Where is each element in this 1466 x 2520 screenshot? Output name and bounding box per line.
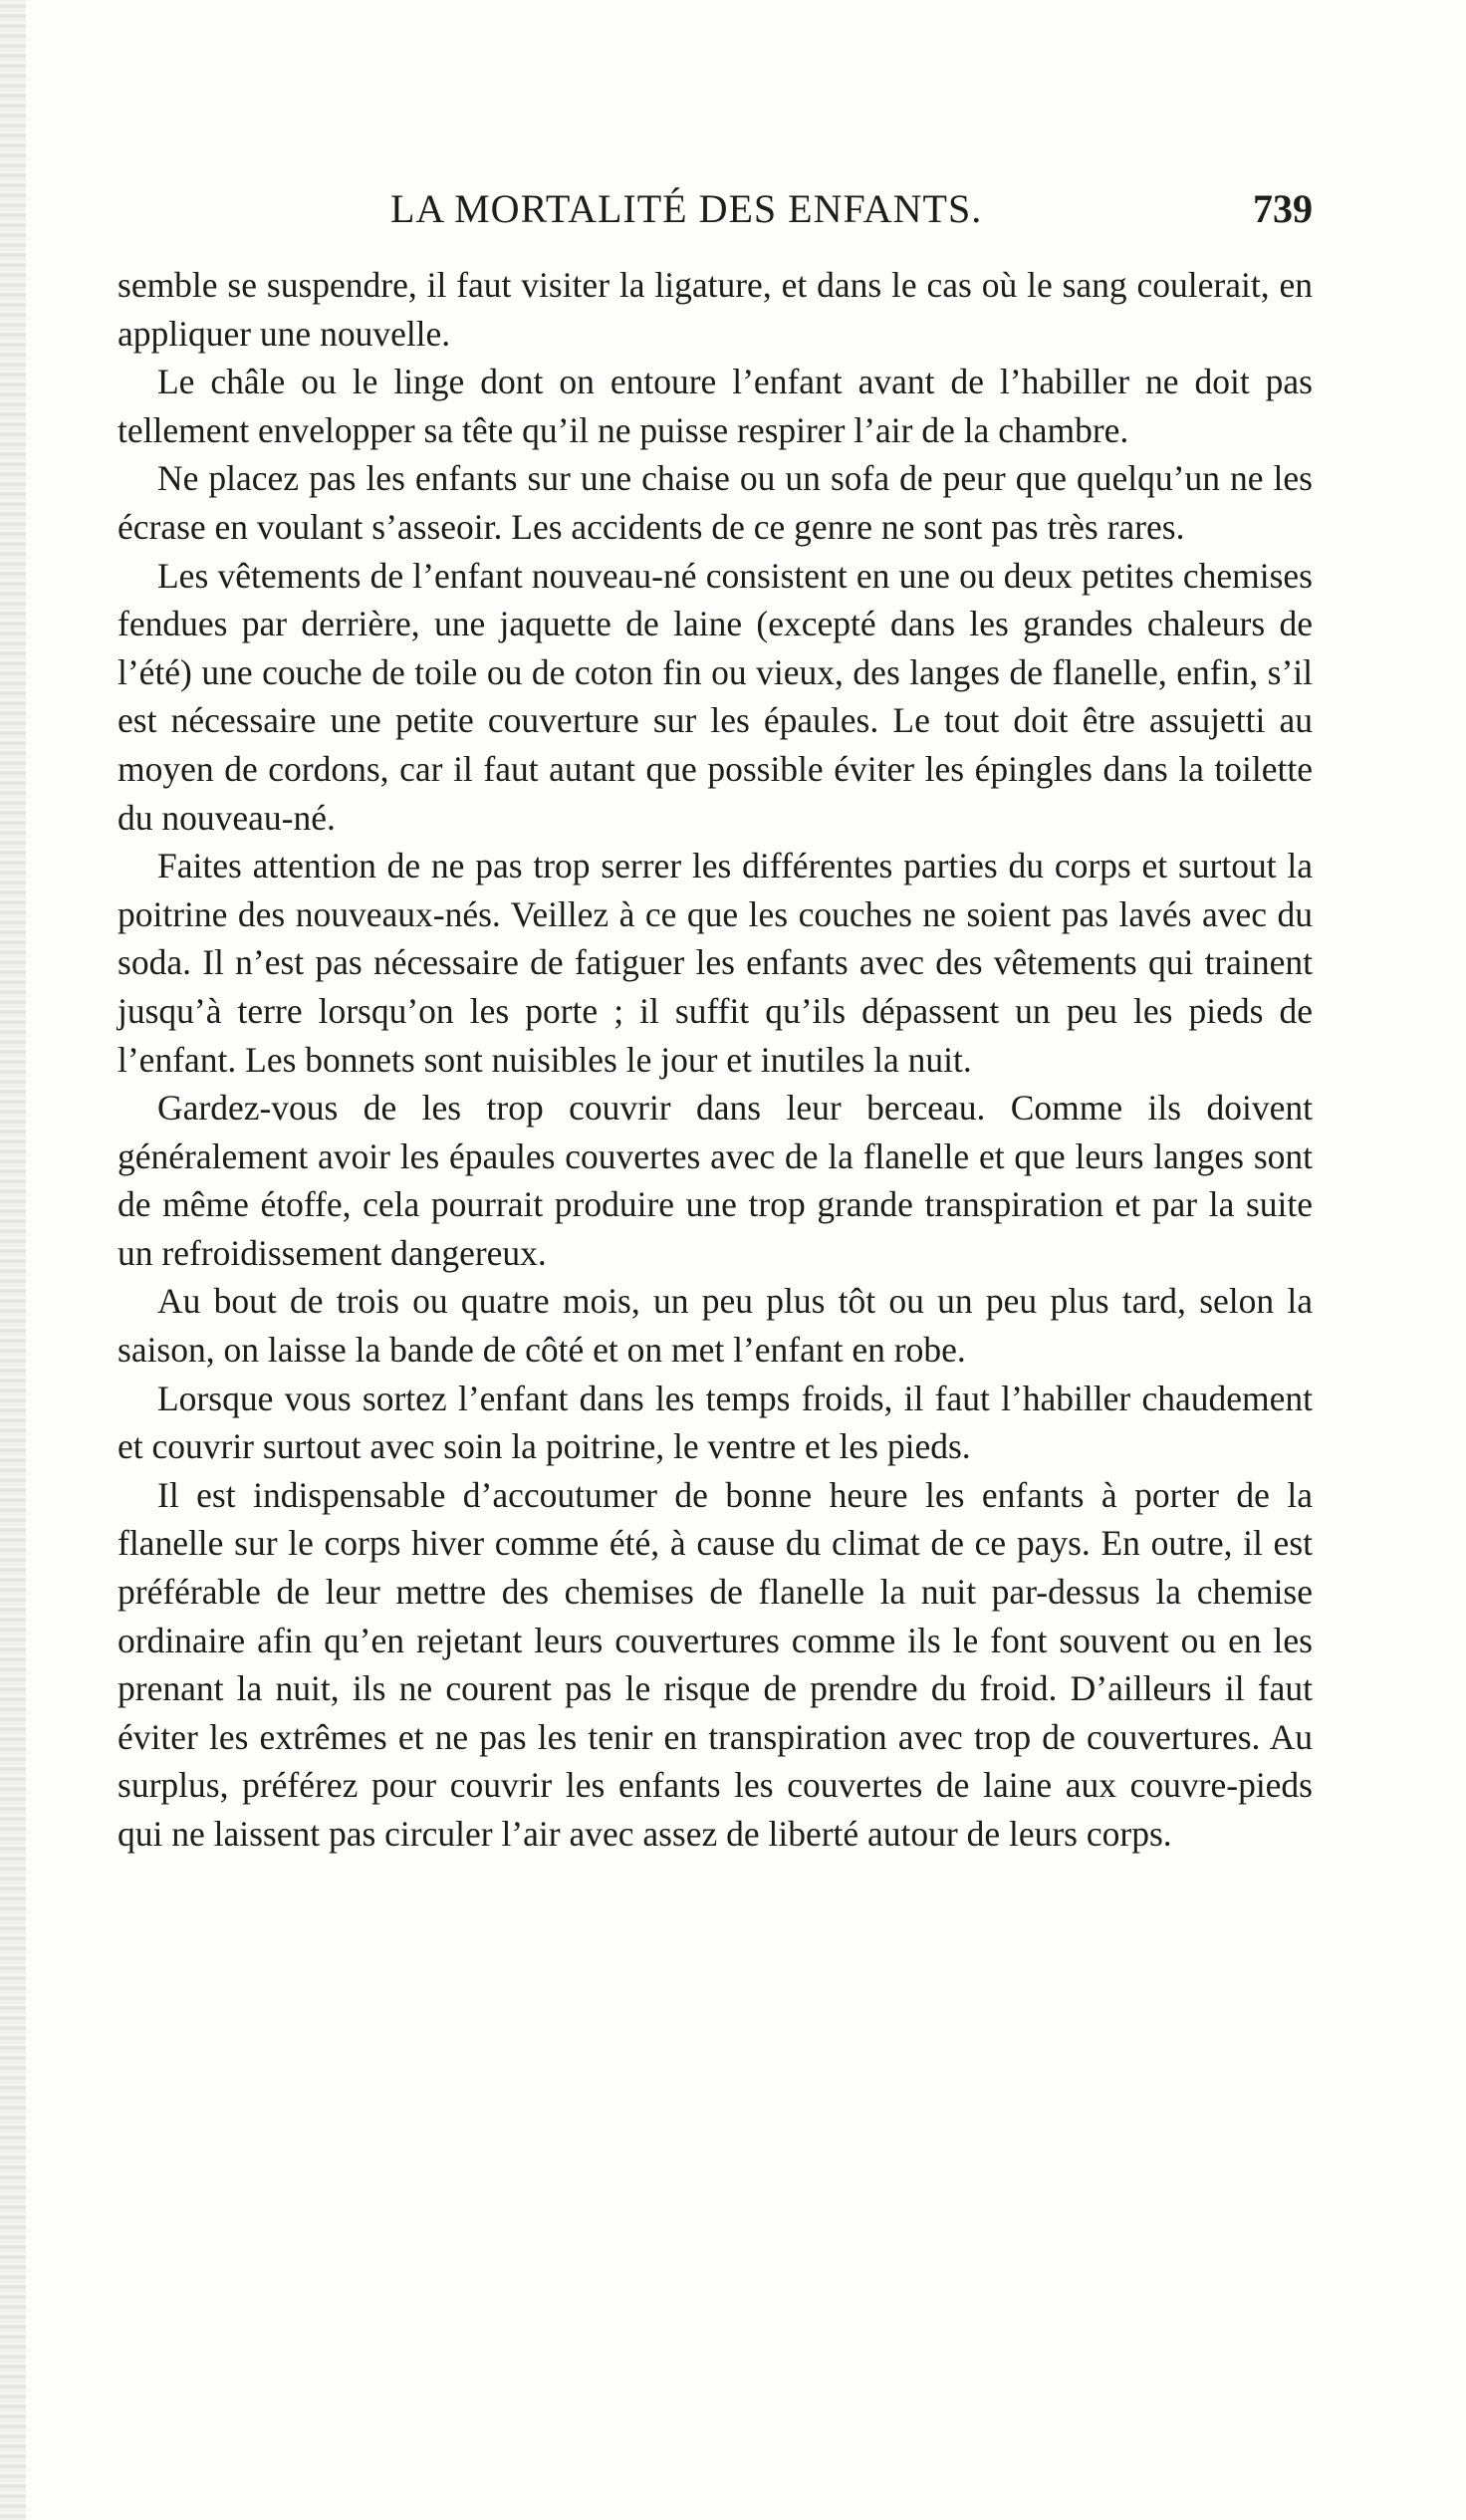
running-title: LA MORTALITÉ DES ENFANTS. [390,186,983,231]
page-header [118,185,1313,245]
paragraph: Lorsque vous sortez l’enfant dans les temps froids, il faut l’habiller chaudement et couvrir surtout avec soin la poitrine, le ventre et les pieds. [118,1378,1313,1467]
page-number: 739 [1253,186,1313,231]
paragraph: semble se suspendre, il faut visiter la ligature, et dans le cas où le sang coulerait, en appliquer une nouvelle. [118,265,1313,354]
paragraph: Le châle ou le linge dont on entoure l’enfant avant de l’habiller ne doit pas tellement envelopper sa tête qu’il ne puisse respirer l’air de la chambre. [118,362,1313,450]
paragraph: Faites attention de ne pas trop serrer les différentes parties du corps et surtout la poitrine des nouveaux-nés. Veillez à ce que les couches ne soient pas lavés avec du soda. Il n’est pas nécessaire de fatiguer les enfants avec des vêtements qui trainent jusqu’à terre lorsqu’on les porte ; il suffit qu’ils dépassent un peu les pieds de l’enfant. Les bonnets sont nuisibles le jour et inutiles la nuit. [118,846,1313,1080]
paragraph: Gardez-vous de les trop couvrir dans leur berceau. Comme ils doivent généralement avoir les épaules couvertes avec de la flanelle et que leurs langes sont de même étoffe, cela pourrait produire une trop grande transpiration et par la suite un refroidissement dangereux. [118,1088,1313,1273]
page-edge [0,0,26,2520]
paragraph: Il est indispensable d’accoutumer de bonne heure les enfants à porter de la flanelle sur le corps hiver comme été, à cause du climat de ce pays. En outre, il est préférable de leur mettre des chemises de flanelle la nuit par-dessus la chemise ordinaire afin qu’en rejetant leurs couvertures comme ils le font souvent ou en les prenant la nuit, ils ne courent pas le risque de prendre du froid. D’ailleurs il faut éviter les extrêmes et ne pas les tenir en transpiration avec trop de couvertures. Au surplus, préférez pour couvrir les enfants les couvertes de laine aux couvre-pieds qui ne laissent pas circuler l’air avec assez de liberté autour de leurs corps. [118,1474,1313,1854]
paragraph: Les vêtements de l’enfant nouveau-né consistent en une ou deux petites chemises fendues par derrière, une jaquette de laine (excepté dans les grandes chaleurs de l’été) une couche de toile ou de coton fin ou vieux, des langes de flanelle, enfin, s’il est nécessaire une petite couverture sur les épaules. Le tout doit être assujetti au moyen de cordons, car il faut autant que possible éviter les épingles dans la toilette du nouveau-né. [118,555,1313,838]
paragraph: Au bout de trois ou quatre mois, un peu plus tôt ou un peu plus tard, selon la saison, on laisse la bande de côté et on met l’enfant en robe. [118,1281,1313,1371]
body-text [118,261,1313,1859]
paragraph: Ne placez pas les enfants sur une chaise ou un sofa de peur que quelqu’un ne les écrase en voulant s’asseoir. Les accidents de ce genre ne sont pas très rares. [118,458,1313,547]
